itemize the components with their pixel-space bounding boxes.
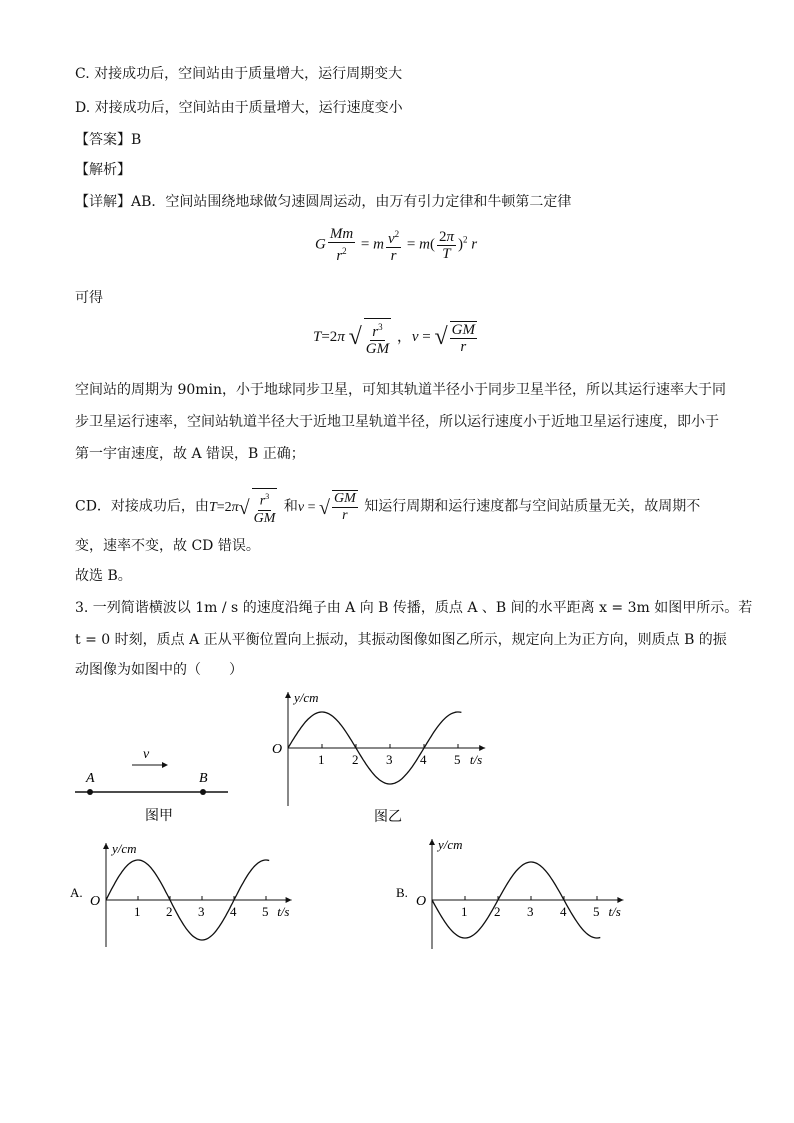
q3-line-3: 动图像为如图中的（ ） (75, 662, 243, 678)
y-axis-arrow (285, 692, 291, 698)
origin-label: O (416, 894, 427, 909)
caption-jia: 图甲 (145, 809, 173, 824)
formula-gravity: G $\frac{Mm}{r^2}$ = m $\frac{v^2}{r}$ = m( $\frac{2\pi}{T}$ )$^2$ r (315, 226, 478, 264)
tick-label: 2 (494, 904, 501, 919)
cd-line-1: CD．对接成功后，由T=2π√ $\frac{r^3}{GM}$ 和v = √ $\frac{GM}{r}$ 知运行周期和运行速度都与空间站质量无关，故周期不 (75, 488, 700, 527)
caption-yi: 图乙 (374, 810, 402, 825)
axis-label-t: t/s (469, 752, 483, 767)
tick-label: 5 (262, 904, 269, 919)
detail-line: 【详解】AB．空间站围绕地球做匀速圆周运动，由万有引力定律和牛顿第二定律 (75, 194, 572, 210)
option-a-label: A. (70, 885, 83, 900)
figure-option-b (394, 835, 634, 955)
axis-label-y: y/cm (112, 841, 137, 856)
analysis-heading: 【解析】 (75, 162, 131, 178)
origin-label: O (272, 742, 283, 757)
axis-label-y: y/cm (438, 837, 463, 852)
cd-line-2: 变，速率不变，故 CD 错误。 (75, 538, 260, 554)
tick-label: 4 (230, 904, 237, 919)
tick-label: 3 (386, 752, 393, 767)
axis-label-t: t/s (608, 904, 621, 919)
x-axis-arrow (286, 897, 292, 903)
velocity-arrowhead (162, 762, 168, 768)
figure-jia (70, 740, 240, 830)
y-axis-arrow (103, 843, 109, 849)
y-axis-arrow (429, 839, 435, 845)
tick-label: 4 (560, 904, 567, 919)
tick-label: 3 (527, 904, 534, 919)
tick-label: 5 (593, 904, 600, 919)
x-axis-arrow (617, 897, 623, 903)
para-3: 第一宇宙速度，故 A 错误，B 正确； (75, 446, 305, 462)
tick-label: 4 (420, 752, 427, 767)
tick-label: 1 (134, 904, 141, 919)
q3-line-1: 3. 一列简谐横波以 1m / s 的速度沿绳子由 A 向 B 传播，质点 A 、B 间的水平距离 x = 3m 如图甲所示。若 (75, 600, 753, 616)
tick-label: 1 (461, 904, 468, 919)
tick-label: 2 (166, 904, 173, 919)
label-a: A (86, 771, 95, 786)
tick-label: 1 (318, 752, 325, 767)
para-2: 步卫星运行速率，空间站轨道半径大于近地卫星轨道半径，所以运行速度小于近地卫星运行速度，即小于 (75, 414, 719, 430)
option-b-label: B. (396, 885, 408, 900)
figure-yi (268, 688, 498, 828)
point-a (87, 789, 93, 795)
axis-label-y: y/cm (294, 690, 319, 705)
formula-period-speed: T=2π √ $\frac{r^3}{GM}$ ，v = √ $\frac{GM}{r}$ (313, 318, 479, 357)
answer: 【答案】B (75, 132, 142, 148)
point-b (200, 789, 206, 795)
cd-text-c: 知运行周期和运行速度都与空间站质量无关，故周期不 (364, 498, 701, 515)
para-1: 空间站的周期为 90min，小于地球同步卫星，可知其轨道半径小于同步卫星半径，所以其运行速率大于同 (75, 382, 727, 398)
label-b: B (199, 771, 208, 786)
tick-label: 5 (454, 752, 461, 767)
cd-text-b: 和 (283, 498, 298, 515)
q3-line-2: t = 0 时刻，质点 A 正从平衡位置向上振动，其振动图像如图乙所示，规定向上为正方向，则质点 B 的振 (75, 632, 727, 648)
x-axis-arrow (479, 745, 485, 751)
label-v: v (143, 747, 150, 762)
cd-text-a: CD．对接成功后，由 (75, 498, 209, 515)
tick-label: 3 (198, 904, 205, 919)
kede: 可得 (75, 290, 103, 306)
option-c: C. 对接成功后，空间站由于质量增大，运行周期变大 (75, 66, 403, 82)
choose-line: 故选 B。 (75, 568, 132, 584)
option-d: D. 对接成功后，空间站由于质量增大，运行速度变小 (75, 100, 403, 116)
origin-label: O (90, 894, 101, 909)
figure-option-a (68, 835, 298, 955)
tick-label: 2 (352, 752, 359, 767)
axis-label-t: t/s (277, 904, 290, 919)
